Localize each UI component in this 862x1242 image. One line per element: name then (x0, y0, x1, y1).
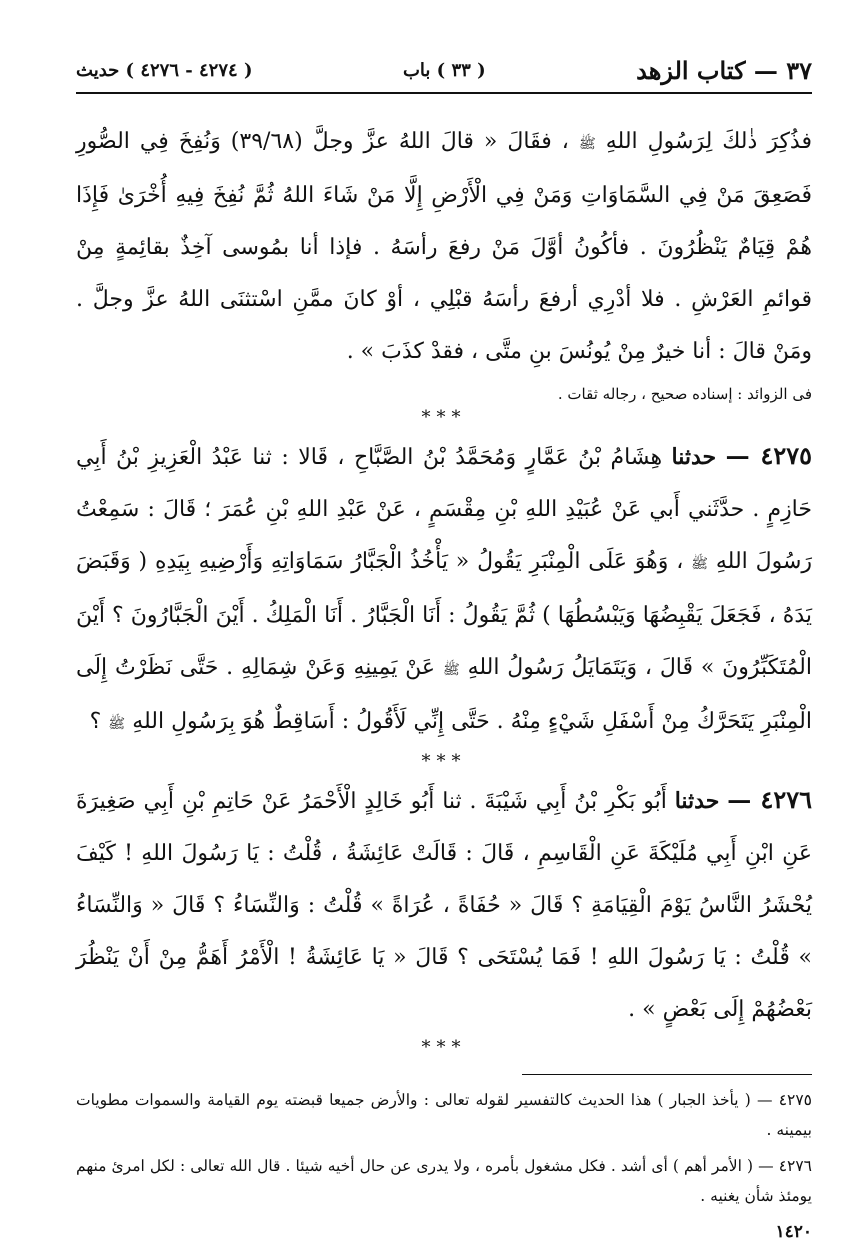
hadith-range: ( ٤٢٧٤ - ٤٢٧٦ ) حديث (76, 59, 253, 81)
page-id: ١٤٢٠ (775, 1222, 812, 1242)
salla-mark: ﷺ (691, 556, 709, 572)
haddathana: حدثنا (674, 788, 720, 814)
salla-mark: ﷺ (578, 136, 596, 152)
zawaid-note: فى الزوائد : إسناده صحيح ، رجاله ثقات . (557, 385, 812, 403)
footnote-4275: ٤٢٧٥ — ( يأخذ الجبار ) هذا الحديث كالتفسير لقوله تعالى : والأرض جميعا قبضته يوم القيامة والسموات مطويات بيمينه . (76, 1091, 812, 1139)
salla-mark: ﷺ (108, 716, 126, 732)
hadith-4276 (76, 774, 812, 1036)
salla-mark: ﷺ (442, 662, 460, 678)
continuation-paragraph (76, 116, 812, 378)
continuation-text-1: فذُكِرَ ذٰلكَ لِرَسُولِ اللهِ (605, 129, 812, 154)
separator-stars: *** (421, 1037, 467, 1058)
separator-stars: *** (421, 407, 467, 428)
page (76, 52, 813, 1242)
haddathana: حدثنا (671, 444, 717, 470)
continuation-text-2: ، فقَالَ « قالَ اللهُ عزَّ وجلَّ (٣٩/٦٨) وَنُفِخَ فِي الصُّورِ فَصَعِقَ مَنْ فِي السَّمَاوَاتِ وَمَنْ فِي الْأَرْضِ إِلَّا مَنْ شَاءَ اللهُ ثُمَّ نُفِخَ فِيهِ أُخْرَىٰ فَإِذَا هُمْ قِيَامٌ يَنْظُرُونَ . فأكُونُ أوَّلَ مَنْ رفعَ رأسَهُ . فإذا أنا بمُوسى آخِذٌ بقائِمةٍ مِنْ قوائمِ العَرْشِ . فلا أدْرِي أرفعَ رأسَهُ قبْلِي ، أوْ كانَ ممَّنِ اسْتثنَى اللهُ عزَّ وجلَّ . ومَنْ قالَ : أنا خيرٌ مِنْ يُونُسَ بنِ متَّى ، فقدْ كذَبَ » . (76, 129, 812, 364)
footnotes (76, 1085, 812, 1211)
hadith-4275 (76, 430, 812, 750)
running-header (76, 52, 812, 94)
hadith-number: ٤٢٧٥ — (725, 441, 813, 470)
footnote-4276: ٤٢٧٦ — ( الأمر أهم ) أى أشد . فكل مشغول بأمره ، ولا يدرى عن حال أخيه شيئا . قال الله تعالى : لكل امرئ منهم يومئذ شأن يغنيه . (76, 1157, 812, 1205)
hadith-number: ٤٢٧٦ — (727, 785, 812, 814)
page-number-book-title: ٣٧ — كتاب الزهد (636, 55, 812, 85)
hadith-text: أَبُو بَكْرِ بْنُ أَبِي شَيْبَةَ . ثنا أَبُو خَالِدٍ الْأَحْمَرُ عَنْ حَاتِمِ بْنِ أَبِي صَغِيرَةَ عَنِ ابْنِ أَبِي مُلَيْكَةَ عَنِ الْقَاسِمِ ، قَالَ : قَالَتْ عَائِشَةُ ، قُلْتُ : يَا رَسُولَ اللهِ ! كَيْفَ يُحْشَرُ النَّاسُ يَوْمَ الْقِيَامَةِ ؟ قَالَ « حُفَاةً ، عُرَاةً » قُلْتُ : وَالنِّسَاءُ ؟ قَالَ « وَالنِّسَاءُ » قُلْتُ : يَا رَسُولَ اللهِ ! فَمَا يُسْتَحَى ؟ قَالَ « يَا عَائِشَةُ ! الْأَمْرُ أَهَمُّ مِنْ أَنْ يَنْظُرَ بَعْضُهُمْ إِلَى بَعْضٍ » . (76, 789, 812, 1022)
hadith-text-3: عَنْ يَمِينِهِ وَعَنْ شِمَالِهِ . حَتَّى نَظَرْتُ إِلَى الْمِنْبَرِ يَتَحَرَّكُ مِنْ أَسْفَلِ شَيْءٍ مِنْهُ . حَتَّى إِنِّي لَأَقُولُ : أَسَاقِطٌ هُوَ بِرَسُولِ اللهِ (76, 655, 812, 734)
hadith-text-1: هِشَامُ بْنُ عَمَّارٍ وَمُحَمَّدُ بْنُ الصَّبَّاحِ ، قَالا : ثنا عَبْدُ الْعَزِيزِ بْنُ أَبِي حَازِمٍ . حدَّثَني أَبي عَنْ عُبَيْدِ اللهِ بْنِ مِقْسَمٍ ، عَنْ عَبْدِ اللهِ بْنِ عُمَرَ ؛ قَالَ : سَمِعْتُ رَسُولَ اللهِ (76, 445, 813, 574)
hadith-text-2: ، وَهُوَ عَلَى الْمِنْبَرِ يَقُولُ « يَأْخُذُ الْجَبَّارُ سَمَاوَاتِهِ وَأَرْضِيهِ بِيَدِهِ ( وَقَبَضَ يَدَهُ ، فَجَعَلَ يَقْبِضُهَا وَيَبْسُطُهَا ) ثُمَّ يَقُولُ : أَنَا الْجَبَّارُ . أَنَا الْمَلِكُ . أَيْنَ الْجَبَّارُونَ ؟ أَيْنَ الْمُتَكَبِّرُونَ » قَالَ ، وَيَتَمَايَلُ رَسُولُ اللهِ (76, 549, 812, 680)
footnote-divider (522, 1074, 812, 1075)
bab-label: ( ٣٣ ) باب (402, 59, 486, 81)
hadith-text-4: ؟ (89, 709, 102, 734)
separator-stars: *** (421, 751, 467, 772)
